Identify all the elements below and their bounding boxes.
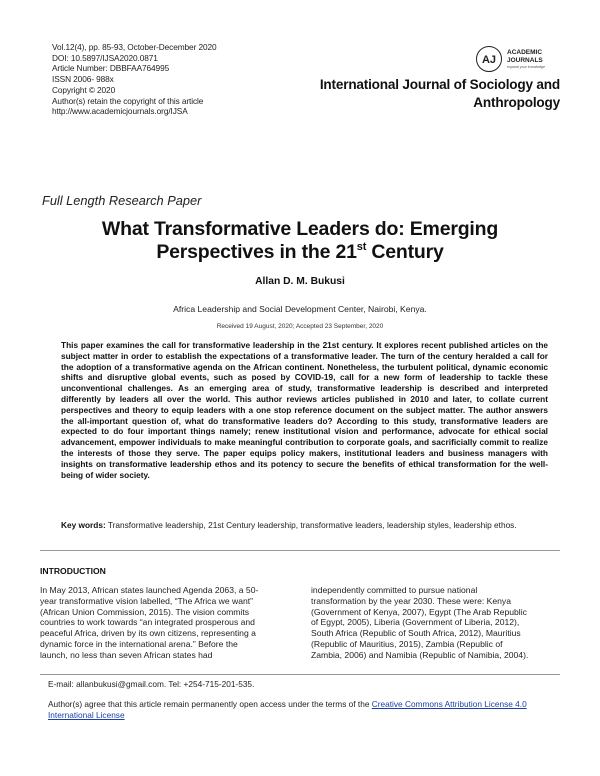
meta-rights: Author(s) retain the copyright of this article: [52, 95, 204, 106]
footnote-divider: [40, 674, 560, 675]
title-line2-end: Century: [366, 241, 444, 263]
text-line: year transformative vision labelled, “The Africa we want”: [40, 595, 254, 606]
title-line1: What Transformative Leaders do: Emerging: [101, 218, 499, 240]
author-email: E-mail: allanbukusi@gmail.com. Tel: +254-715-201-535.: [48, 679, 255, 689]
keywords: [61, 520, 548, 531]
paper-type: Full Length Research Paper: [42, 193, 202, 208]
aj-logo-icon: AJ: [476, 46, 502, 72]
logo-wordmark: [507, 49, 543, 64]
text-line: Zambia, 2006) and Namibia (Republic of Namibia, 2004).: [311, 649, 529, 660]
text-line: (Government of Kenya, 2007), Egypt (The Arab Republic: [311, 606, 527, 617]
text-line: transformation by the year 2030. These were: Kenya: [311, 595, 511, 606]
meta-url[interactable]: http://www.academicjournals.org/IJSA: [52, 106, 188, 117]
meta-issn: ISSN 2006- 988x: [52, 74, 114, 85]
creative-commons-link[interactable]: Creative Commons Attribution License 4.0 International License: [48, 699, 527, 720]
text-line: South Africa (Republic of South Africa, 2012), Mauritius: [311, 628, 521, 639]
journal-title-line1: International Journal of Sociology and: [319, 77, 560, 92]
meta-copyright: Copyright © 2020: [52, 84, 116, 95]
academic-journals-logo: [476, 46, 566, 74]
meta-article-number: Article Number: DBBFAA764995: [52, 63, 170, 74]
license-note: [48, 699, 563, 721]
title-superscript: st: [356, 241, 367, 253]
divider: [40, 550, 560, 551]
author-affiliation: Africa Leadership and Social Development Center, Nairobi, Kenya.: [173, 304, 427, 314]
license-text: Author(s) agree that this article remain permanently open access under the terms of the: [48, 699, 372, 709]
journal-title: [270, 76, 560, 111]
section-heading-introduction: INTRODUCTION: [40, 566, 106, 576]
meta-doi: DOI: 10.5897/IJSA2020.0871: [52, 52, 158, 63]
text-line: independently committed to pursue national: [311, 585, 478, 595]
title-line2: [30, 241, 570, 264]
article-meta: [52, 42, 217, 117]
abstract: This paper examines the call for transformative leadership in the 21st century. It explores recent published articles on the subject matter in order to establish the expectations of a transformative leader. The turn of the century heralded a call for the adoption of a transformative agenda on the African continent. Nonetheless, the turbulent political, dynamic economic shifts and disruptive global events, such as posed by COVID-19, call for a new form of leadership to tackle these unconventional challenges. As an emerging area of study, transformative leadership is described and interpreted differently by leaders all over the world. This author reviews articles published in 2010 and later, to collate current perspectives and theory to equip leaders with a one stop reference document on the subject matter. The author answers the all-important question of, what do transformative leaders do? According to this study, transformative leaders are expected to do four important things namely; renew institutional vision and performance, advocate for ethical social advancement, empower individuals to make meaningful contribution to corporate goals, and sacrificially commit to realize the interests of those they serve. The paper equips policy makers, institutional leaders and business managers with insights on transformative leadership ethos and its potency to secure the benefits of ethical transformation for the well-being of wider society.: [61, 340, 548, 480]
text-line: peaceful Africa, driven by its own citizens, representing a: [40, 628, 256, 639]
paper-title: [30, 218, 570, 264]
text-line: countries to work towards “an integrated prosperous and: [40, 617, 255, 628]
text-line: dynamic force in the international arena.” Before the: [40, 638, 238, 649]
text-line: of Egypt, 2005), Liberia (Government of Liberia, 2012),: [311, 617, 520, 628]
logo-line1: ACADEMIC: [507, 49, 543, 56]
logo-tagline: expand your knowledge: [507, 65, 545, 69]
logo-line2: JOURNALS: [507, 56, 543, 64]
text-line: In May 2013, African states launched Agenda 2063, a 50-: [40, 585, 259, 595]
meta-volume: Vol.12(4), pp. 85-93, October-December 2020: [52, 42, 217, 52]
intro-column-left: [40, 585, 288, 661]
received-dates: Received 19 August, 2020; Accepted 23 September, 2020: [216, 323, 384, 330]
title-line2-start: Perspectives in the 21: [156, 241, 357, 263]
intro-column-right: [311, 585, 559, 661]
keywords-text: Transformative leadership, 21st Century leadership, transformative leaders, leadership styles, leadership ethos.: [105, 520, 517, 530]
keywords-label: Key words:: [61, 520, 106, 530]
text-line: (Republic of Mauritius, 2015), Zambia (Republic of: [311, 638, 503, 649]
author-name: Allan D. M. Bukusi: [255, 276, 345, 287]
journal-title-line2: Anthropology: [473, 94, 560, 110]
text-line: (African Union Commission, 2015). The vision commits: [40, 606, 250, 617]
text-line: launch, no less than seven African states had: [40, 649, 213, 660]
